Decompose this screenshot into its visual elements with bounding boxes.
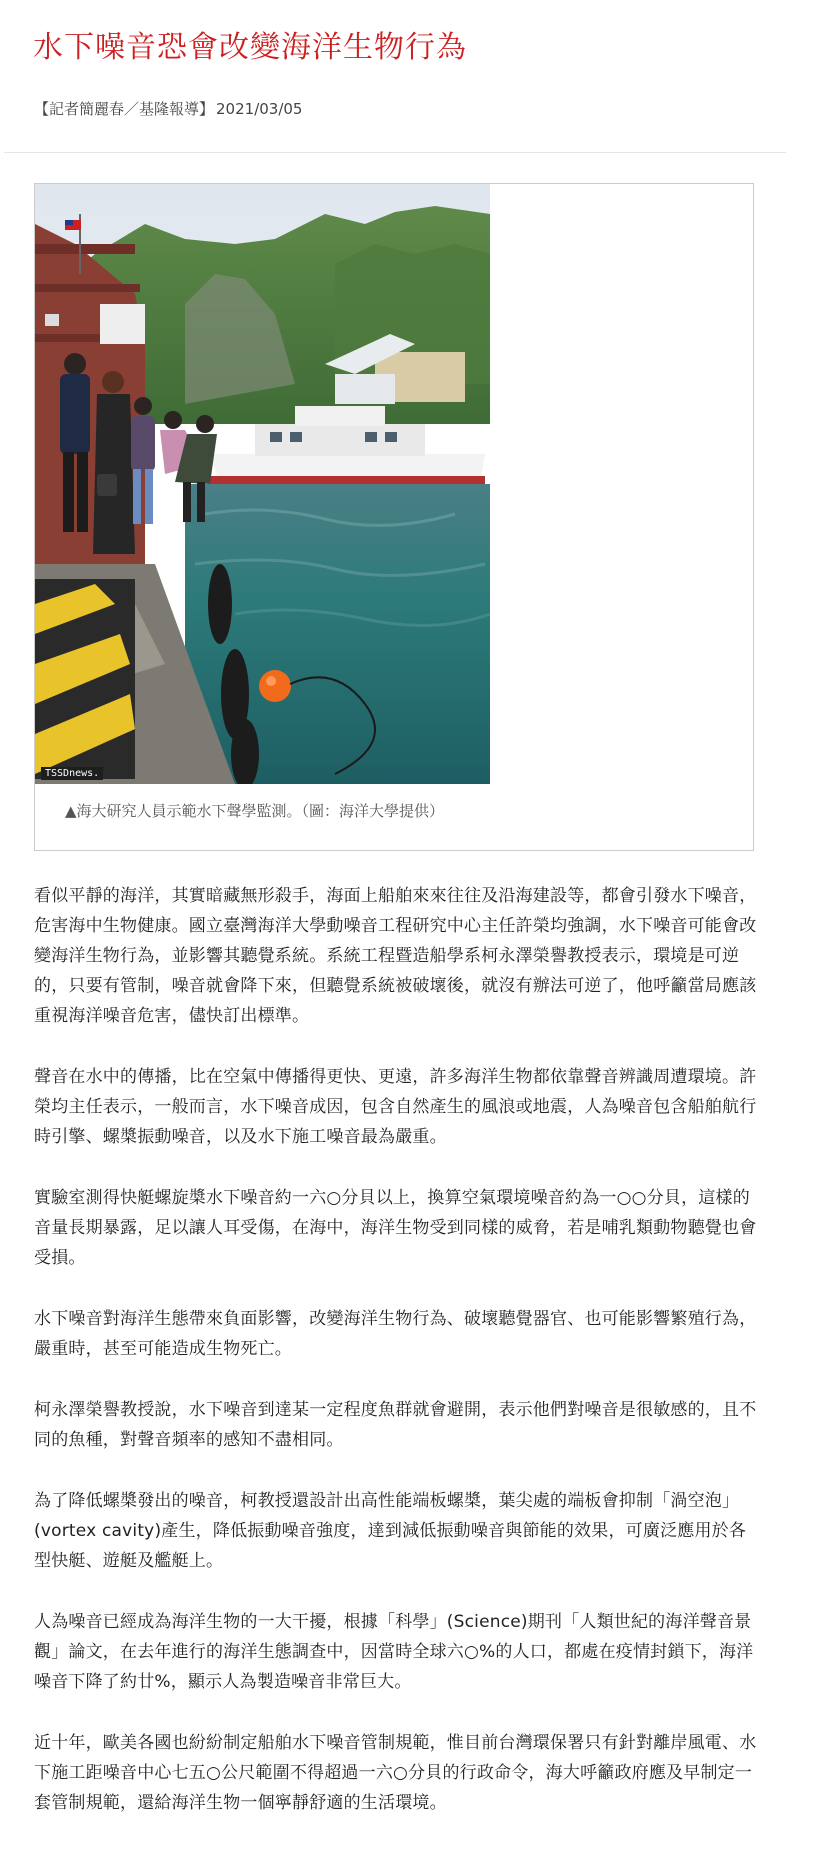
harbor-photo-illustration — [35, 184, 490, 784]
body-paragraph: 實驗室測得快艇螺旋槳水下噪音約一六○分貝以上，換算空氣環境噪音約為一○○分貝，這樣的音量長期暴露，足以讓人耳受傷，在海中，海洋生物受到同樣的威脅，若是哺乳類動物聽覺也會受損。 — [34, 1188, 757, 1268]
body-paragraph: 柯永澤榮譽教授說，水下噪音到達某一定程度魚群就會避開，表示他們對噪音是很敏感的，且不同的魚種，對聲音頻率的感知不盡相同。 — [34, 1400, 757, 1450]
header-divider — [4, 152, 786, 153]
body-paragraph: 看似平靜的海洋，其實暗藏無形殺手，海面上船舶來來往往及沿海建設等，都會引發水下噪音，危害海中生物健康。國立臺灣海洋大學動噪音工程研究中心主任許榮均強調，水下噪音可能會改變海洋生物行為，並影響其聽覺系統。系統工程暨造船學系柯永澤榮譽教授表示，環境是可逆的，只要有管制，噪音就會降下來，但聽覺系統被破壞後，就沒有辦法可逆了，他呼籲當局應該重視海洋噪音危害，儘快訂出標準。 — [34, 886, 757, 1026]
article-headline: 水下噪音恐會改變海洋生物行為 — [33, 30, 467, 65]
body-paragraph: 為了降低螺槳發出的噪音，柯教授還設計出高性能端板螺槳，葉尖處的端板會抑制「渦空泡」(vortex cavity)產生，降低振動噪音強度，達到減低振動噪音與節能的效果，可廣泛應用於各型快艇、遊艇及艦艇上。 — [34, 1491, 747, 1571]
photo-watermark: TSSDnews. — [41, 767, 103, 780]
body-paragraph: 人為噪音已經成為海洋生物的一大干擾，根據「科學」(Science)期刊「人類世紀的海洋聲音景觀」論文，在去年進行的海洋生態調查中，因當時全球六○%的人口，都處在疫情封鎖下，海洋噪音下降了約廿%，顯示人為製造噪音非常巨大。 — [34, 1612, 754, 1692]
body-paragraph: 近十年，歐美各國也紛紛制定船舶水下噪音管制規範，惟目前台灣環保署只有針對離岸風電、水下施工距噪音中心七五○公尺範圍不得超過一六○分貝的行政命令，海大呼籲政府應及早制定一套管制規範，還給海洋生物一個寧靜舒適的生活環境。 — [34, 1733, 757, 1813]
photo-caption: ▲海大研究人員示範水下聲學監測。（圖：海洋大學提供） — [65, 802, 445, 820]
article-photo[interactable] — [35, 184, 490, 784]
photo-figure — [34, 183, 754, 851]
reporter-credit: 【記者簡麗春／基隆報導】 — [34, 100, 215, 118]
byline — [34, 98, 302, 119]
body-paragraph: 聲音在水中的傳播，比在空氣中傳播得更快、更遠，許多海洋生物都依靠聲音辨識周遭環境。許榮均主任表示，一般而言，水下噪音成因，包含自然產生的風浪或地震，人為噪音包含船舶航行時引擎、螺槳振動噪音，以及水下施工噪音最為嚴重。 — [34, 1067, 757, 1147]
body-paragraph: 水下噪音對海洋生態帶來負面影響，改變海洋生物行為、破壞聽覺器官、也可能影響繁殖行為，嚴重時，甚至可能造成生物死亡。 — [34, 1309, 757, 1359]
publish-date: 2021/03/05 — [216, 100, 303, 118]
article-body — [34, 881, 758, 1849]
